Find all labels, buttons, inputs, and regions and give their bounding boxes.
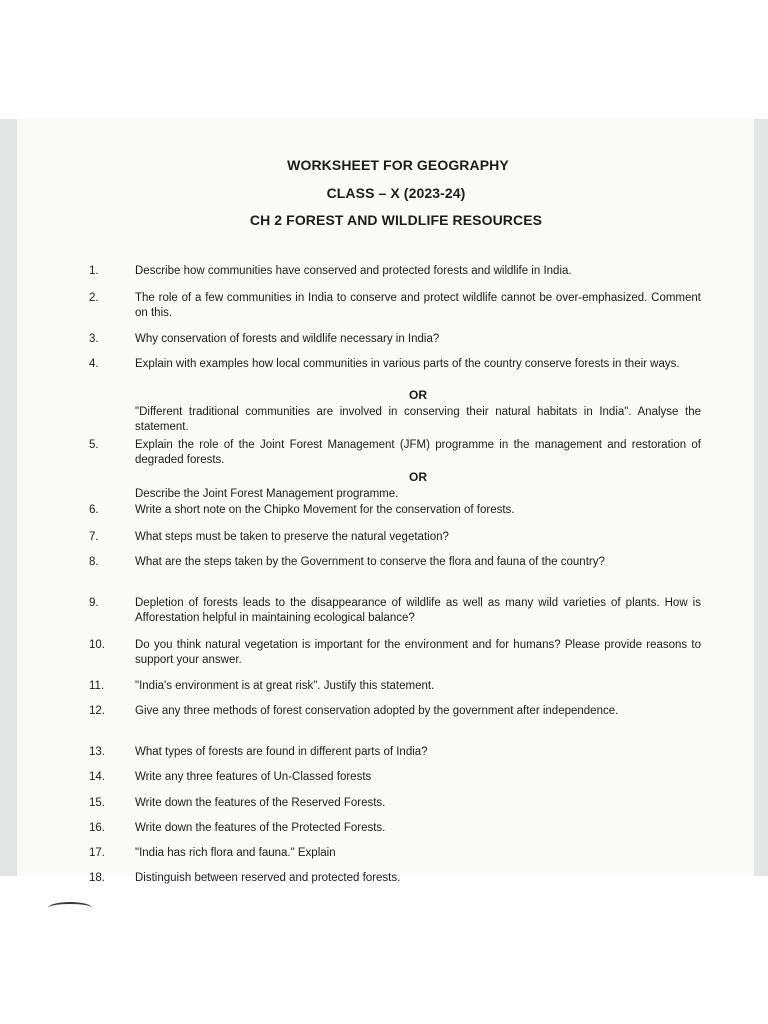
- question-number: 9.: [89, 597, 99, 609]
- question-alternative: "Different traditional communities are involved in conserving their natural habitats in India". Analyse the statement.: [135, 406, 701, 433]
- question-text: What steps must be taken to preserve the natural vegetation?: [135, 531, 449, 543]
- question-text: What types of forests are found in different parts of India?: [135, 746, 428, 758]
- chapter-title: CH 2 FOREST AND WILDLIFE RESOURCES: [249, 212, 543, 228]
- question-number: 14.: [89, 771, 105, 783]
- worksheet-title: WORKSHEET FOR GEOGRAPHY: [287, 157, 509, 173]
- question-text: Write down the features of the Reserved Forests.: [135, 797, 386, 809]
- question-number: 5.: [89, 439, 99, 451]
- question-text: "India has rich flora and fauna." Explain: [135, 847, 336, 859]
- question-text: The role of a few communities in India to conserve and protect wildlife cannot be over-emphasized. Comment on this.: [135, 292, 701, 319]
- or-separator: OR: [409, 388, 427, 402]
- question-number: 3.: [89, 333, 99, 345]
- question-text: Write a short note on the Chipko Movement for the conservation of forests.: [135, 504, 515, 516]
- or-separator: OR: [409, 470, 427, 484]
- question-number: 18.: [89, 872, 105, 884]
- question-number: 12.: [89, 705, 105, 717]
- question-text: Write any three features of Un-Classed forests: [135, 771, 372, 783]
- right-background-edge: [754, 119, 768, 876]
- question-number: 13.: [89, 746, 105, 758]
- question-text: Describe how communities have conserved and protected forests and wildlife in India.: [135, 265, 572, 277]
- question-number: 15.: [89, 797, 105, 809]
- question-number: 6.: [89, 504, 99, 516]
- class-line: CLASS – X (2023-24): [326, 185, 466, 201]
- question-text: Do you think natural vegetation is important for the environment and for humans? Please provide reasons to support your answer.: [135, 639, 701, 666]
- question-text: Depletion of forests leads to the disappearance of wildlife as well as many wild varieties of plants. How is Afforestation helpful in maintaining ecological balance?: [135, 597, 701, 624]
- question-number: 1.: [89, 265, 99, 277]
- question-number: 11.: [89, 680, 105, 692]
- question-number: 17.: [89, 847, 105, 859]
- question-text: Give any three methods of forest conservation adopted by the government after independence.: [135, 705, 619, 717]
- question-number: 10.: [89, 639, 105, 651]
- question-number: 7.: [89, 531, 99, 543]
- page-curl-mark: [48, 902, 92, 914]
- question-number: 4.: [89, 358, 99, 370]
- question-text: What are the steps taken by the Government to conserve the flora and fauna of the country?: [135, 556, 605, 568]
- question-text: Explain with examples how local communities in various parts of the country conserve forests in their ways.: [135, 358, 680, 370]
- question-number: 2.: [89, 292, 99, 304]
- question-alternative: Describe the Joint Forest Management programme.: [135, 488, 399, 500]
- left-background-edge: [0, 119, 17, 876]
- question-number: 8.: [89, 556, 99, 568]
- question-text: "India's environment is at great risk". Justify this statement.: [135, 680, 435, 692]
- question-text: Explain the role of the Joint Forest Management (JFM) programme in the management and restoration of degraded forests.: [135, 439, 701, 466]
- question-text: Write down the features of the Protected Forests.: [135, 822, 386, 834]
- question-text: Distinguish between reserved and protected forests.: [135, 872, 401, 884]
- question-number: 16.: [89, 822, 105, 834]
- question-text: Why conservation of forests and wildlife necessary in India?: [135, 333, 440, 345]
